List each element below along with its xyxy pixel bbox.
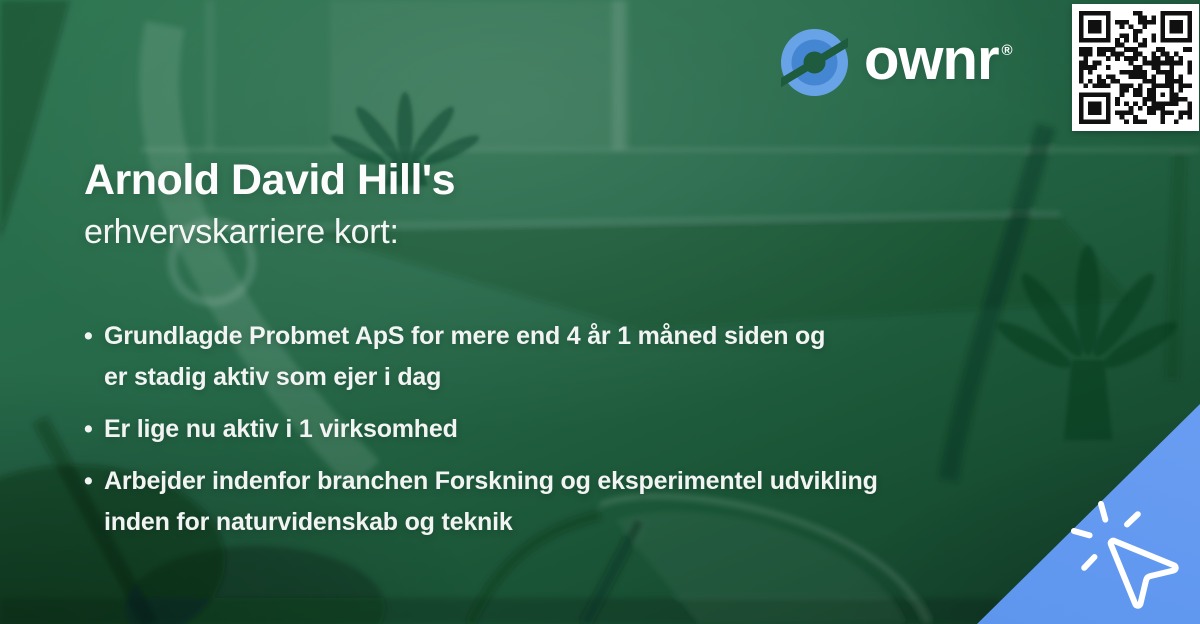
- bullet-dot: •: [84, 322, 93, 350]
- bullet-dot: •: [84, 415, 93, 443]
- fact-line: er stadig aktiv som ejer i dag: [104, 363, 442, 391]
- career-facts-list: [84, 316, 878, 554]
- fact-line: Grundlagde Probmet ApS for mere end 4 år 1 måned siden og: [104, 322, 826, 350]
- list-item: [84, 461, 878, 543]
- ownr-wordmark: ownr: [864, 27, 999, 92]
- qr-pattern: [1079, 11, 1192, 124]
- list-item: [84, 409, 878, 450]
- brand-logo: [781, 26, 1013, 96]
- qr-code: [1072, 4, 1199, 131]
- list-item: [84, 316, 878, 398]
- page-title: Arnold David Hill's: [84, 156, 456, 204]
- registered-trademark-symbol: ®: [1001, 42, 1013, 59]
- fact-line: Arbejder indenfor branchen Forskning og eksperimentel udvikling: [104, 467, 878, 495]
- page-subtitle: erhvervskarriere kort:: [84, 213, 399, 251]
- mouse-pointer-click-icon: [1062, 492, 1192, 622]
- fact-line: inden for naturvidenskab og teknik: [104, 508, 513, 536]
- fact-line: Er lige nu aktiv i 1 virksomhed: [104, 415, 458, 443]
- bullet-dot: •: [84, 467, 93, 495]
- ownr-logo-icon: [781, 29, 848, 96]
